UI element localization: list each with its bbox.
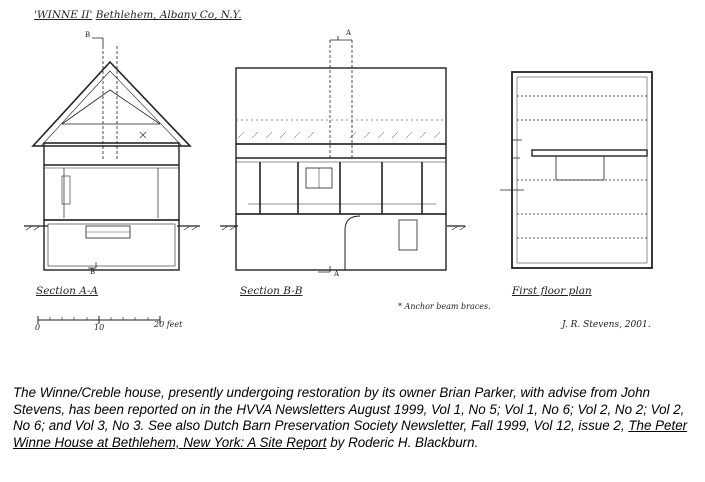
- caption-author: by Roderic H. Blackburn.: [326, 434, 479, 450]
- scale-tick-20: 20 feet: [154, 320, 183, 329]
- scale-tick-10: 10: [94, 323, 105, 332]
- floor-plan-label: First floor plan: [512, 285, 592, 297]
- section-aa-label: Section A-A: [36, 285, 99, 297]
- caption: [13, 385, 703, 451]
- section-bb-bottom-marker: A: [334, 270, 340, 278]
- section-bb-label: Section B-B: [240, 285, 303, 297]
- house-name: 'WINNE II': [34, 9, 93, 21]
- report-title-link: The Peter Winne House at Bethlehem, New York: A Site Report: [13, 418, 688, 450]
- caption-text: The Winne/Creble house, presently undergoing restoration by its owner Brian Parker, with advise from John Stevens, has been reported on in the HVVA Newsletters August 1999, Vol 1, No 5; Vol 1, No 6; Vol 2, No 2; Vol 2, No 6; and Vol 3, No 3. See also Dutch Barn Preservation Society Newsletter, Fall 1999, Vol 12, issue 2,: [13, 385, 685, 433]
- anchor-beam-note: * Anchor beam braces.: [398, 302, 491, 311]
- house-location: Bethlehem, Albany Co, N.Y.: [95, 9, 242, 21]
- section-bb-top-marker: A: [346, 29, 352, 37]
- draftsman-signature: J. R. Stevens, 2001.: [562, 320, 651, 330]
- scale-tick-0: 0: [35, 323, 41, 332]
- section-aa-top-marker: B: [85, 31, 91, 39]
- floor-plan-drawing: [500, 72, 652, 268]
- section-bb-drawing: [220, 36, 466, 272]
- section-aa-bottom-marker: B: [90, 268, 96, 276]
- section-aa-drawing: [24, 38, 200, 270]
